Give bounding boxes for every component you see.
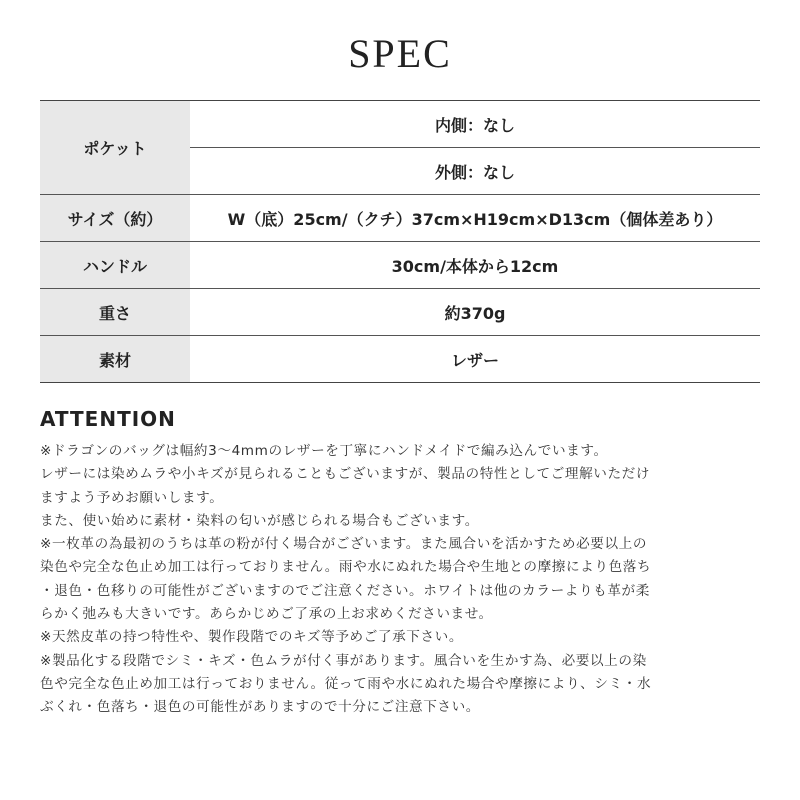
spec-row-weight [40, 288, 760, 335]
spec-value: 30cm/本体から12cm [391, 256, 559, 276]
spec-value: 約370g [444, 303, 506, 323]
spec-value: W（底）25cm/（クチ）37cm×H19cm×D13cm（個体差あり） [227, 209, 723, 229]
spec-row-material [40, 335, 760, 382]
attention-line: ※ドラゴンのバッグは幅約3～4mmのレザーを丁寧にハンドメイドで編み込んでいます。 [40, 443, 608, 459]
spec-value: 外側：なし [190, 147, 760, 194]
attention-heading: ATTENTION [40, 407, 176, 431]
spec-value: レザー [450, 350, 499, 370]
spec-label: 重さ [40, 289, 190, 335]
spec-label: ハンドル [40, 242, 190, 288]
spec-row-handle [40, 241, 760, 288]
attention-line: ※一枚革の為最初のうちは革の粉が付く場合がございます。また風合いを活かすため必要以上の [40, 536, 648, 553]
attention-line: レザーには染めムラや小キズが見られることもございますが、製品の特性としてご理解いただけ [40, 466, 651, 483]
attention-line: 染色や完全な色止め加工は行っておりません。雨や水にぬれた場合や生地との摩擦により色落ち [40, 559, 652, 576]
spec-values [190, 336, 760, 382]
spec-label: サイズ（約） [40, 195, 190, 241]
attention-line: ※天然皮革の持つ特性や、製作段階でのキズ等予めご了承下さい。 [40, 629, 464, 646]
attention-line: また、使い始めに素材・染料の匂いが感じられる場合もございます。 [40, 512, 479, 529]
spec-label: ポケット [40, 101, 190, 194]
spec-values [190, 289, 760, 335]
attention-line: ※製品化する段階でシミ・キズ・色ムラが付く事があります。風合いを生かす為、必要以上の染 [40, 652, 647, 669]
page-title: SPEC [348, 31, 452, 76]
spec-row-pocket [40, 101, 760, 194]
attention-line: ますよう予めお願いします。 [40, 489, 224, 506]
attention-line: ・退色・色移りの可能性がございますのでご注意ください。ホワイトは他のカラーよりも革が柔 [40, 582, 650, 599]
attention-line: らかく弛みも大きいです。あらかじめご了承の上お求めくださいませ。 [40, 606, 493, 623]
spec-value: 内側：なし [434, 115, 515, 135]
spec-label: 素材 [40, 336, 190, 382]
attention-text [40, 440, 762, 720]
spec-values [190, 101, 760, 194]
spec-row-size [40, 194, 760, 241]
spec-values [190, 242, 760, 288]
spec-table [40, 100, 760, 383]
attention-line: ぶくれ・色落ち・退色の可能性がありますので十分にご注意下さい。 [40, 699, 481, 716]
spec-values [190, 195, 760, 241]
attention-line: 色や完全な色止め加工は行っておりません。従って雨や水にぬれた場合や摩擦により、シミ・水 [40, 675, 652, 692]
